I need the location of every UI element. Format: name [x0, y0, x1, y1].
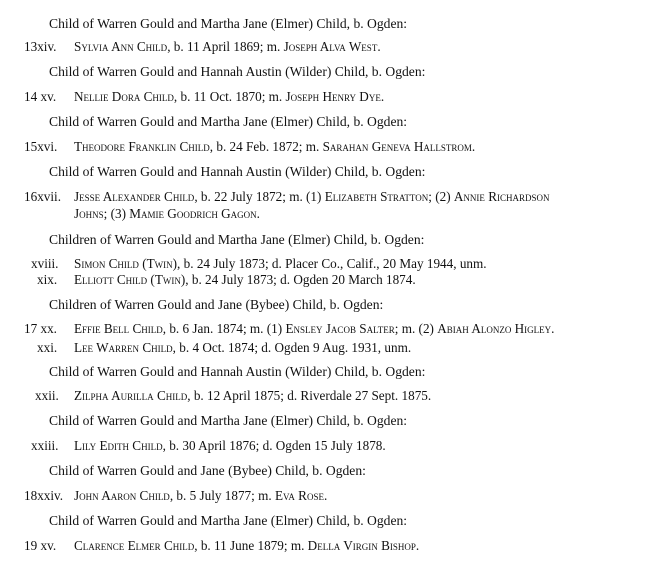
entry-text: ; (3) [103, 206, 130, 221]
spouse-name: Ensley Jacob Salter [285, 321, 395, 336]
child-entry [74, 488, 327, 504]
entry-text: , b. 6 Jan. 1874; m. (1) [162, 321, 286, 336]
entry-text: . [380, 89, 385, 104]
entry-number: xxii. [35, 388, 59, 403]
entry-text: . [415, 538, 420, 553]
spouse-name: Johns [74, 206, 104, 221]
child-name: Zilpha Aurilla Child [74, 388, 188, 403]
entry-text: , b. 4 Oct. 1874; d. Ogden 9 Aug. 1931, unm. [172, 340, 412, 355]
family-heading: Child of Warren Gould and Jane (Bybee) Child, b. Ogden: [49, 463, 366, 478]
family-heading: Children of Warren Gould and Jane (Bybee) Child, b. Ogden: [49, 297, 384, 312]
entry-text: , b. 11 April 1869; m. [167, 39, 284, 54]
spouse-name: Annie Richardson [453, 189, 550, 204]
entry-number: 18xxiv. [24, 488, 64, 503]
entry-text: , b. 11 June 1879; m. [194, 538, 308, 553]
entry-text: , b. 24 Feb. 1872; m. [209, 139, 323, 154]
child-name: Nellie Dora Child [74, 89, 174, 104]
spouse-name: Abiah Alonzo Higley [437, 321, 552, 336]
entry-number: xviii. [31, 256, 59, 271]
spouse-name: Joseph Henry Dye [285, 89, 381, 104]
child-entry [74, 139, 475, 155]
entry-text: . [256, 206, 260, 221]
entry-text: , b. 22 July 1872; m. (1) [194, 189, 325, 204]
child-entry [74, 39, 381, 55]
child-entry [74, 340, 411, 356]
child-entry [74, 538, 419, 554]
child-entry [74, 388, 431, 404]
spouse-name: Joseph Alva West [283, 39, 378, 54]
child-entry [74, 256, 487, 272]
entry-text: , b. 24 July 1873; d. Ogden 20 March 1874. [185, 272, 416, 287]
entry-text: . [377, 39, 381, 54]
child-entry [74, 321, 554, 337]
entry-text: . [323, 488, 328, 503]
child-entry-continuation [74, 206, 260, 222]
entry-text: , b. 24 July 1873; d. Placer Co., Calif., 20 May 1944, unm. [177, 256, 487, 271]
family-heading: Child of Warren Gould and Martha Jane (Elmer) Child, b. Ogden: [49, 413, 408, 428]
family-heading: Child of Warren Gould and Hannah Austin (Wilder) Child, b. Ogden: [49, 364, 426, 379]
child-name: Jesse Alexander Child [74, 189, 195, 204]
child-name: Lee Warren Child [74, 340, 173, 355]
family-heading: Child of Warren Gould and Hannah Austin (Wilder) Child, b. Ogden: [49, 164, 426, 179]
entry-text: , b. 12 April 1875; d. Riverdale 27 Sept. 1875. [187, 388, 432, 403]
entry-number: 13xiv. [24, 39, 57, 54]
child-entry [74, 189, 550, 205]
family-heading: Children of Warren Gould and Martha Jane (Elmer) Child, b. Ogden: [49, 232, 425, 247]
child-name: Elliott Child (Twin) [74, 272, 186, 287]
entry-number: xxi. [37, 340, 58, 355]
entry-number: 17 xx. [24, 321, 57, 336]
child-name: Theodore Franklin Child [74, 139, 210, 154]
child-entry [74, 89, 384, 105]
entry-text: . [471, 139, 476, 154]
entry-number: xix. [37, 272, 58, 287]
entry-number: 14 xv. [24, 89, 57, 104]
family-heading: Child of Warren Gould and Hannah Austin (Wilder) Child, b. Ogden: [49, 64, 426, 79]
entry-text: , b. 30 April 1876; d. Ogden 15 July 1878. [162, 438, 386, 453]
spouse-name: Mamie Goodrich Gagon [129, 206, 257, 221]
spouse-name: Sarahan Geneva Hallstrom [322, 139, 472, 154]
entry-number: 16xvii. [24, 189, 61, 204]
child-name: Clarence Elmer Child [74, 538, 195, 553]
spouse-name: Eva Rose [274, 488, 324, 503]
entry-number: xxiii. [31, 438, 59, 453]
spouse-name: Elizabeth Stratton [324, 189, 429, 204]
spouse-name: Della Virgin Bishop [307, 538, 416, 553]
entry-text: , b. 5 July 1877; m. [169, 488, 275, 503]
entry-text: , b. 11 Oct. 1870; m. [173, 89, 286, 104]
entry-text: ; (2) [428, 189, 454, 204]
family-heading: Child of Warren Gould and Martha Jane (Elmer) Child, b. Ogden: [49, 16, 408, 31]
child-name: John Aaron Child [74, 488, 170, 503]
family-heading: Child of Warren Gould and Martha Jane (Elmer) Child, b. Ogden: [49, 114, 408, 129]
child-name: Effie Bell Child [74, 321, 163, 336]
child-name: Sylvia Ann Child [74, 39, 168, 54]
entry-text: . [551, 321, 555, 336]
entry-number: 15xvi. [24, 139, 58, 154]
entry-text: ; m. (2) [394, 321, 438, 336]
child-name: Simon Child (Twin) [74, 256, 178, 271]
child-entry [74, 438, 386, 454]
family-heading: Child of Warren Gould and Martha Jane (Elmer) Child, b. Ogden: [49, 513, 408, 528]
entry-number: 19 xv. [24, 538, 57, 553]
child-name: Lily Edith Child [74, 438, 163, 453]
child-entry [74, 272, 416, 288]
